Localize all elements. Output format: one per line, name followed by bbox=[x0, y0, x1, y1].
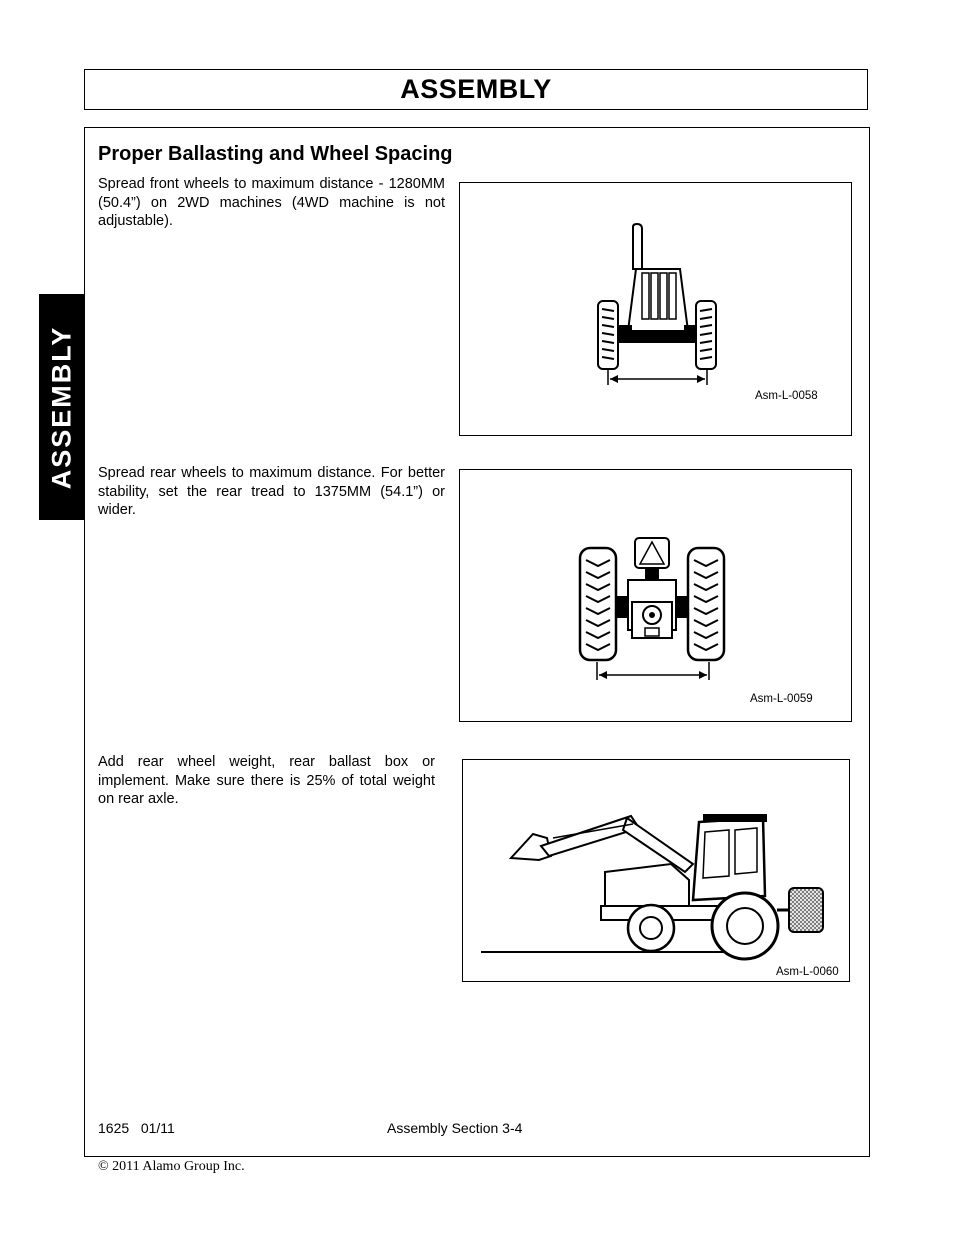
copyright: © 2011 Alamo Group Inc. bbox=[98, 1159, 245, 1174]
tractor-loader-side-view-illustration bbox=[463, 760, 851, 983]
figure-ballast bbox=[462, 759, 850, 982]
figure-label: Asm-L-0060 bbox=[776, 966, 839, 978]
figure-rear-wheels bbox=[459, 469, 852, 722]
section-title: Proper Ballasting and Wheel Spacing bbox=[98, 143, 453, 165]
side-tab-label: ASSEMBLY bbox=[46, 325, 77, 489]
page-header bbox=[84, 69, 868, 110]
figure-label: Asm-L-0059 bbox=[750, 693, 813, 705]
page-header-title: ASSEMBLY bbox=[400, 74, 552, 104]
instruction-rear-wheels: Spread rear wheels to maximum distance. For better stability, set the rear tread to 1375MM (54.1”) or wider. bbox=[98, 465, 445, 518]
tractor-rear-view-illustration bbox=[460, 470, 853, 723]
footer-model-date: 1625 01/11 bbox=[98, 1120, 175, 1136]
instruction-front-wheels: Spread front wheels to maximum distance - 1280MM (50.4”) on 2WD machines (4WD machine is not adjustable). bbox=[98, 176, 445, 229]
figure-front-wheels bbox=[459, 182, 852, 436]
instruction-ballast: Add rear wheel weight, rear ballast box or implement. Make sure there is 25% of total weight on rear axle. bbox=[98, 754, 435, 807]
figure-label: Asm-L-0058 bbox=[755, 390, 818, 402]
side-tab bbox=[39, 294, 84, 520]
footer-section: Assembly Section 3-4 bbox=[387, 1120, 523, 1136]
